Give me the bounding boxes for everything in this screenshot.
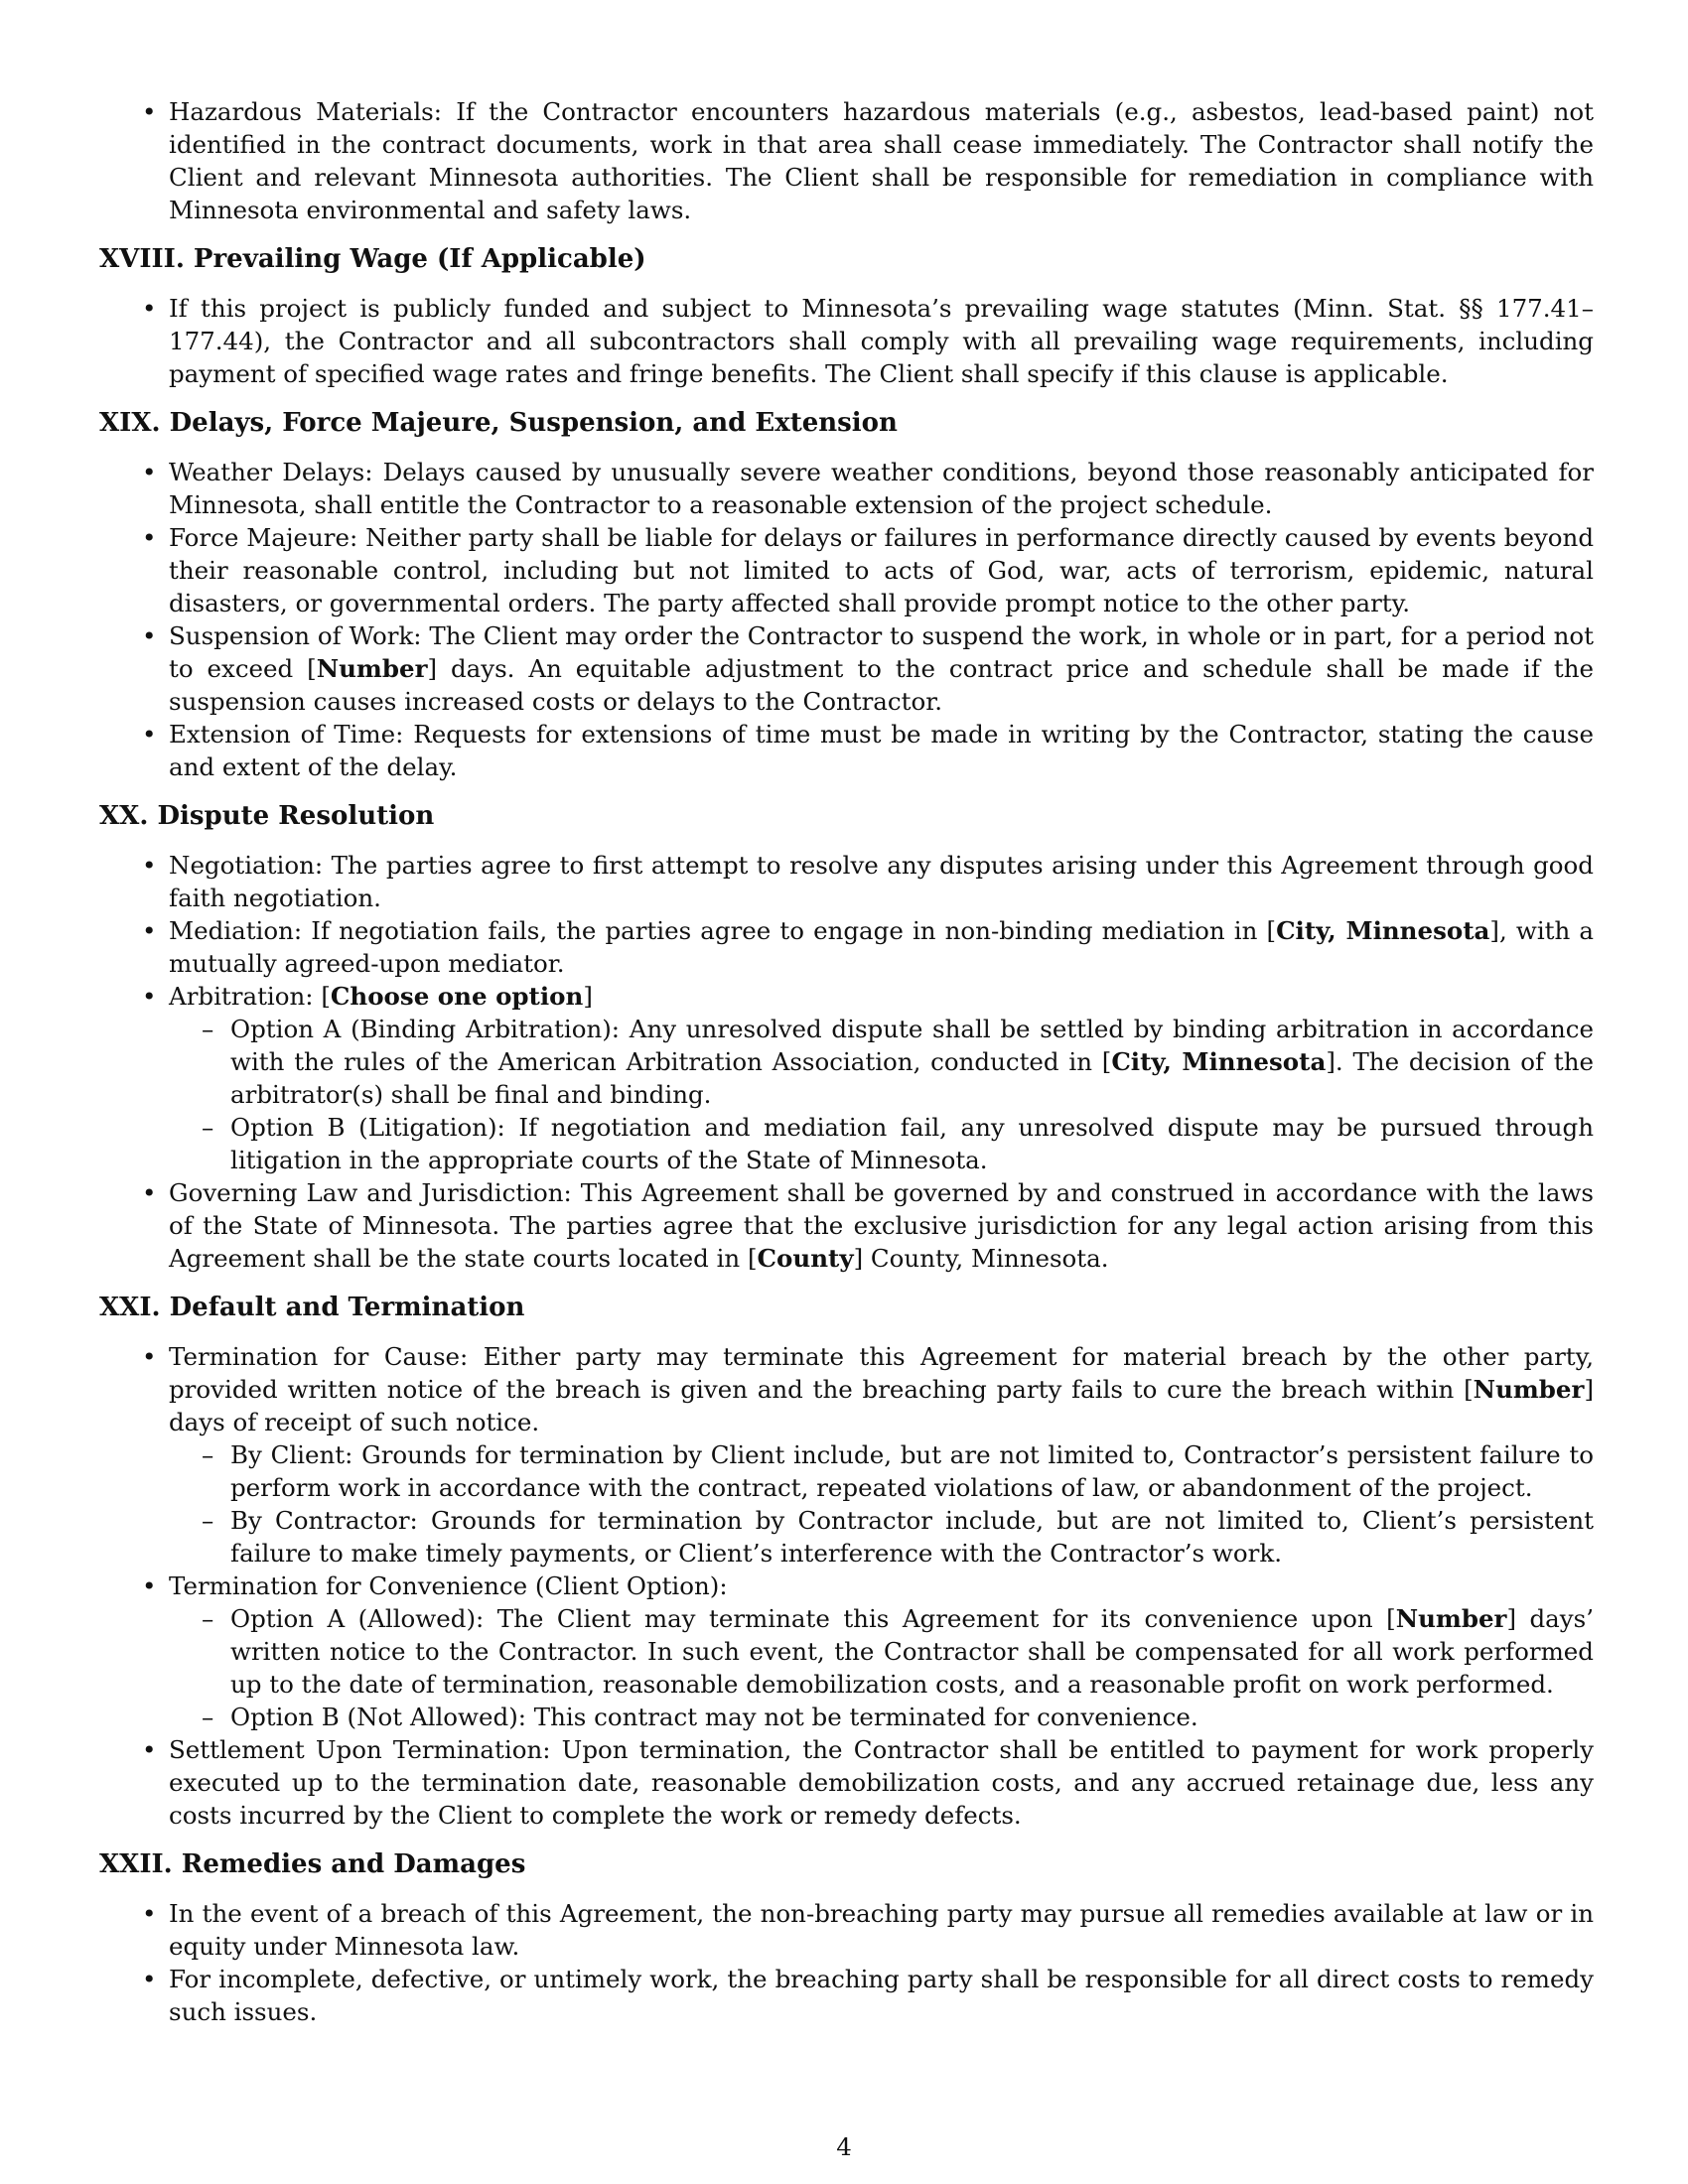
bullet-icon: • xyxy=(142,1571,157,1600)
bullet-icon: • xyxy=(142,1342,157,1371)
bullet-icon: • xyxy=(142,1178,157,1207)
list-item-mediation: • Mediation: If negotiation fails, the parties agree to engage in non-binding mediation in [City, Minnesota], with a mutually agreed-upon mediator. xyxy=(142,916,1595,978)
section-heading-prevailing-wage: XVIII. Prevailing Wage (If Applicable) xyxy=(99,244,646,274)
remedies-list xyxy=(99,1897,1594,2028)
list-item-force-majeure: • Force Majeure: Neither party shall be liable for delays or failures in performance directly caused by events beyond their reasonable control, including but not limited to acts of God, war, acts of terrorism, epidemic, natural disasters, or governmental orders. The party affected shall provide prompt notice to the other party. xyxy=(142,523,1594,617)
list-item-incomplete-work: • For incomplete, defective, or untimely work, the breaching party shall be responsible for all direct costs to remedy such issues. xyxy=(142,1965,1594,2026)
list-item-arbitration: • Arbitration: [Choose one option] – Option A (Binding Arbitration): Any unresolved dispute shall be settled by binding arbitration in accordance with the rules of the American Arbitration Association, conducted in [City, Minnesota]. The decision of the arbitrator(s) shall be final and binding. – Option B (Litigation): If negotiation and mediation fail, any unresolved dispute may be pursued through litigation in the appropriate courts of the State of Minnesota. xyxy=(142,982,1594,1174)
bullet-icon: • xyxy=(142,851,157,880)
list-item-prevailing-wage: • If this project is publicly funded and subject to Minnesota’s prevailing wage statutes (Minn. Stat. §§ 177.41–177.44), the Contractor and all subcontractors shall comply with all prevailing wage requirements, including payment of specified wage rates and fringe benefits. The Client shall specify if this clause is applicable. xyxy=(142,294,1594,388)
section-heading-dispute-resolution: XX. Dispute Resolution xyxy=(99,801,435,831)
termination-list xyxy=(99,1340,1594,1832)
section-heading-delays: XIX. Delays, Force Majeure, Suspension, and Extension xyxy=(99,408,898,438)
list-item-by-contractor: – By Contractor: Grounds for termination by Contractor include, but are not limited to, Client’s persistent failure to make timely payments, or Client’s interference with the Contractor’s work. xyxy=(202,1506,1594,1568)
bullet-icon: • xyxy=(142,523,157,552)
dash-icon: – xyxy=(202,1506,214,1535)
list-item-option-a-binding-arbitration: – Option A (Binding Arbitration): Any unresolved dispute shall be settled by binding arbitration in accordance with the rules of the American Arbitration Association, conducted in [City, Minnesota]. The decision of the arbitrator(s) shall be final and binding. xyxy=(202,1015,1594,1109)
placeholder-city: City, Minnesota xyxy=(1111,1047,1327,1076)
list-item-suspension: • Suspension of Work: The Client may order the Contractor to suspend the work, in whole or in part, for a period not to exceed [Number] days. An equitable adjustment to the contract price and schedule shall be made if the suspension causes increased costs or delays to the Contractor. xyxy=(142,621,1594,716)
bullet-icon: • xyxy=(142,916,157,945)
list-item-termination-for-cause: • Termination for Cause: Either party may terminate this Agreement for material breach by the other party, provided written notice of the breach is given and the breaching party fails to cure the breach within [Number] days of receipt of such notice. – By Client: Grounds for termination by Client include, but are not limited to, Contractor’s persistent failure to perform work in accordance with the contract, repeated violations of law, or abandonment of the project. – By Contractor: Grounds for termination by Contractor include, but are not limited to, Client’s persistent failure to make timely payments, or Client’s interference with the Contractor’s work. xyxy=(142,1342,1594,1568)
dash-icon: – xyxy=(202,1113,214,1142)
placeholder-number: Number xyxy=(1395,1604,1507,1633)
bullet-icon: • xyxy=(142,294,157,323)
bullet-icon: • xyxy=(142,1735,157,1764)
list-item-termination-for-convenience: • Termination for Convenience (Client Option): – Option A (Allowed): The Client may terminate this Agreement for its convenience upon [Number] days’ written notice to the Contractor. In such event, the Contractor shall be compensated for all work performed up to the date of termination, reasonable demobilization costs, and a reasonable profit on work performed. – Option B (Not Allowed): This contract may not be terminated for convenience. xyxy=(142,1571,1594,1731)
bullet-icon: • xyxy=(142,1965,157,1993)
bullet-icon: • xyxy=(142,720,157,749)
placeholder-choose-option: Choose one option xyxy=(330,982,584,1011)
dash-icon: – xyxy=(202,1604,214,1633)
bullet-icon: • xyxy=(142,982,157,1011)
list-item-breach-remedies: • In the event of a breach of this Agreement, the non-breaching party may pursue all remedies available at law or in equity under Minnesota law. xyxy=(142,1899,1594,1961)
list-item-settlement: • Settlement Upon Termination: Upon termination, the Contractor shall be entitled to payment for work properly executed up to the termination date, reasonable demobilization costs, and any accrued retainage due, less any costs incurred by the Client to complete the work or remedy defects. xyxy=(142,1735,1594,1830)
page-number: 4 xyxy=(836,2132,852,2161)
list-item-governing-law: • Governing Law and Jurisdiction: This Agreement shall be governed by and construed in accordance with the laws of the State of Minnesota. The parties agree that the exclusive jurisdiction for any legal action arising from this Agreement shall be the state courts located in [County] County, Minnesota. xyxy=(142,1178,1594,1273)
bullet-icon: • xyxy=(142,621,157,650)
dash-icon: – xyxy=(202,1703,214,1731)
section-heading-remedies: XXII. Remedies and Damages xyxy=(99,1849,526,1879)
bullet-icon: • xyxy=(142,458,157,486)
delays-list xyxy=(99,456,1594,783)
list-item-extension: • Extension of Time: Requests for extensions of time must be made in writing by the Contractor, stating the cause and extent of the delay. xyxy=(142,720,1594,781)
termination-cause-sublist xyxy=(169,1438,1594,1570)
list-item-option-b-not-allowed: – Option B (Not Allowed): This contract may not be terminated for convenience. xyxy=(202,1703,1198,1731)
bullet-icon: • xyxy=(142,97,157,126)
placeholder-city: City, Minnesota xyxy=(1276,916,1490,945)
dash-icon: – xyxy=(202,1015,214,1043)
placeholder-number: Number xyxy=(1473,1375,1585,1404)
arbitration-options-list xyxy=(169,1013,1594,1176)
list-item-weather-delays: • Weather Delays: Delays caused by unusually severe weather conditions, beyond those reasonably anticipated for Minnesota, shall entitle the Contractor to a reasonable extension of the project schedule. xyxy=(142,458,1594,519)
dash-icon: – xyxy=(202,1440,214,1469)
convenience-options-list xyxy=(169,1602,1594,1733)
dispute-list xyxy=(99,849,1594,1275)
list-item-option-b-litigation: – Option B (Litigation): If negotiation and mediation fail, any unresolved dispute may be pursued through litigation in the appropriate courts of the State of Minnesota. xyxy=(202,1113,1594,1174)
placeholder-number: Number xyxy=(316,654,428,683)
hazard-list xyxy=(99,95,1594,226)
list-item-hazardous-materials: • Hazardous Materials: If the Contractor encounters hazardous materials (e.g., asbestos, lead-based paint) not identified in the contract documents, work in that area shall cease immediately. The Contractor shall notify the Client and relevant Minnesota authorities. The Client shall be responsible for remediation in compliance with Minnesota environmental and safety laws. xyxy=(142,97,1594,224)
section-heading-default-termination: XXI. Default and Termination xyxy=(99,1293,525,1322)
list-item-option-a-allowed: – Option A (Allowed): The Client may terminate this Agreement for its convenience upon [Number] days’ written notice to the Contractor. In such event, the Contractor shall be compensated for all work performed up to the date of termination, reasonable demobilization costs, and a reasonable profit on work performed. xyxy=(202,1604,1594,1699)
prevailing-wage-list xyxy=(99,292,1594,390)
list-item-by-client: – By Client: Grounds for termination by Client include, but are not limited to, Contractor’s persistent failure to perform work in accordance with the contract, repeated violations of law, or abandonment of the project. xyxy=(202,1440,1594,1502)
list-item-negotiation: • Negotiation: The parties agree to first attempt to resolve any disputes arising under this Agreement through good faith negotiation. xyxy=(142,851,1594,912)
bullet-icon: • xyxy=(142,1899,157,1928)
placeholder-county: County xyxy=(757,1244,854,1273)
document-body xyxy=(99,95,1594,2028)
